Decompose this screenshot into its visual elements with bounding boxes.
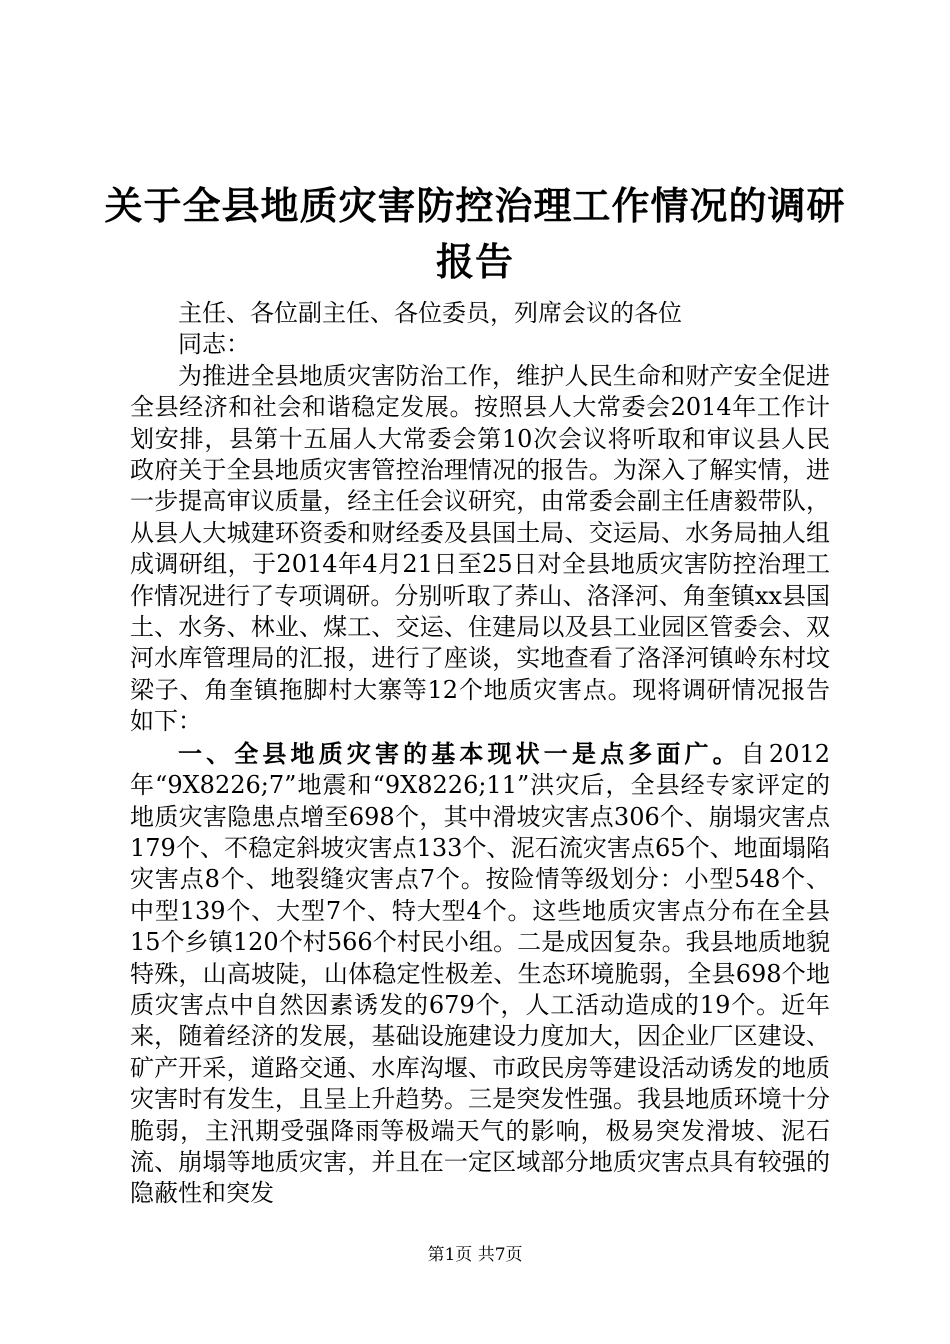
document-body [130,298,830,1210]
intro-paragraph: 为推进全县地质灾害防治工作，维护人民生命和财产安全促进全县经济和社会和谐稳定发展。按照县人大常委会2014年工作计划安排，县第十五届人大常委会第10次会议将听取和审议县人民政府关于全县地质灾害管控治理情况的报告。为深入了解实情，进一步提高审议质量，经主任会议研究，由常委会副主任唐毅带队，从县人大城建环资委和财经委及县国土局、交运局、水务局抽人组成调研组，于2014年4月21日至25日对全县地质灾害防控治理工作情况进行了专项调研。分别听取了荞山、洛泽河、角奎镇xx县国土、水务、林业、煤工、交运、住建局以及县工业园区管委会、双河水库管理局的汇报，进行了座谈，实地查看了洛泽河镇岭东村坟梁子、角奎镇拖脚村大寨等12个地质灾害点。现将调研情况报告如下： [130,361,830,736]
section-1-paragraph [130,738,830,1210]
document-title: 关于全县地质灾害防控治理工作情况的调研报告 [104,183,846,284]
salutation-line-1: 主任、各位副主任、各位委员，列席会议的各位 [178,299,682,327]
section-1-heading: 一、全县地质灾害的基本现状一是点多面广。 [178,738,741,768]
section-1-body: 自2012年“9X8226;7”地震和“9X8226;11”洪灾后，全县经专家评定的地质灾害隐患点增至698个，其中滑坡灾害点306个、崩塌灾害点179个、不稳定斜坡灾害点133个、泥石流灾害点65个、地面塌陷灾害点8个、地裂缝灾害点7个。按险情等级划分：小型548个、中型139个、大型7个、特大型4个。这些地质灾害点分布在全县15个乡镇120个村566个村民小组。二是成因复杂。我县地质地貌特殊，山高坡陡，山体稳定性极差、生态环境脆弱，全县698个地质灾害点中自然因素诱发的679个，人工活动造成的19个。近年来，随着经济的发展，基础设施建设力度加大，因企业厂区建设、矿产开采，道路交通、水库沟堰、市政民房等建设活动诱发的地质灾害时有发生，且呈上升趋势。三是突发性强。我县地质环境十分脆弱，主汛期受强降雨等极端天气的影响，极易突发滑坡、泥石流、崩塌等地质灾害，并且在一定区域部分地质灾害点具有较强的隐蔽性和突发 [130,739,830,1208]
salutation-line-2: 同志： [178,330,250,359]
page-footer: 第1页 共7页 [427,1245,523,1265]
